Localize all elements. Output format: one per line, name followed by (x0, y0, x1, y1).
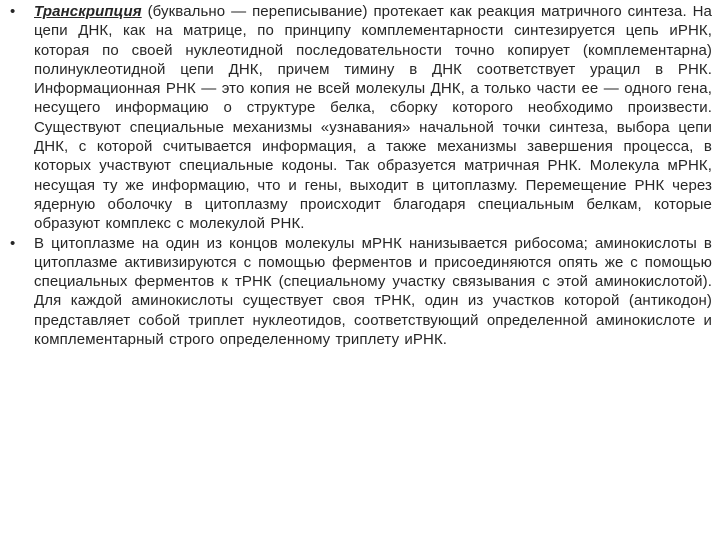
bullet-dot-icon: • (10, 234, 16, 252)
bullet-item-transcription (6, 2, 712, 234)
term-transcription: Транскрипция (34, 3, 142, 20)
paragraph-text: В цитоплазме на один из концов молекулы мРНК нанизывается рибосома; аминокислоты в цитоплазме активизируются с помощью ферментов и присоединяются опять же с помощью специальных ферментов к тРНК (специальному участку связывания с этой аминокислотой). Для каждой аминокислоты существует своя тРНК, один из участков которой (антикодон) представляет собой триплет нуклеотидов, соответствующий определенной аминокислоте и комплементарный строго определенному триплету иРНК. (34, 234, 712, 349)
paragraph-text: (буквально — переписывание) протекает как реакция матричного синтеза. На цепи ДНК, как на матрице, по принципу комплементарности синтезируется цепь иРНК, которая по своей нуклеотидной последовательности точно копирует (комплементарна) полинуклеотидной цепи ДНК, причем тимину в ДНК соответствует урацил в РНК. Информационная РНК — это копия не всей молекулы ДНК, а только части ее — одного гена, несущего информацию о структуре белка, сборку которого необходимо произвести. Существуют специальные механизмы «узнавания» начальной точки синтеза, выбора цепи ДНК, с которой считывается информация, а также механизмы завершения процесса, в которых участвуют специальные кодоны. Так образуется матричная РНК. Молекула мРНК, несущая ту же информацию, что и гены, выходит в цитоплазму. Перемещение РНК через ядерную оболочку в цитоплазму происходит благодаря специальным белкам, которые образуют комплекс с молекулой РНК. (34, 3, 712, 233)
bullet-dot-icon: • (10, 3, 16, 20)
bullet-list (6, 2, 712, 349)
paragraph-translation (34, 234, 712, 350)
paragraph-transcription (34, 2, 712, 234)
bullet-item-translation (6, 234, 712, 350)
